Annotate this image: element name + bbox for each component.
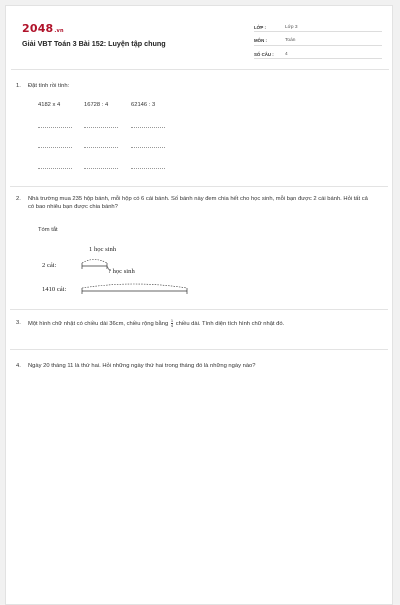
answer-line bbox=[131, 168, 165, 169]
answer-line bbox=[84, 127, 118, 128]
section-divider bbox=[10, 309, 388, 310]
question-number: 1. bbox=[16, 83, 21, 89]
question-1 bbox=[16, 82, 368, 90]
summary-label: Tóm tắt bbox=[38, 227, 58, 233]
answer-line bbox=[84, 147, 118, 148]
meta-value: 4 bbox=[285, 51, 288, 57]
fraction bbox=[171, 319, 173, 328]
question-number: 2. bbox=[16, 196, 21, 202]
fraction-denominator: 4 bbox=[170, 323, 174, 328]
question-number: 4. bbox=[16, 363, 21, 369]
calc-item: 4182 x 4 bbox=[38, 102, 61, 108]
summary-diagram bbox=[40, 246, 200, 298]
question-text: Nhà trường mua 235 hộp bánh, mỗi hộp có 6 cái bánh. Số bánh này đem chia hết cho học sinh, mỗi bạn được 2 cái bánh. Hỏi tất cả có bao nhiêu bạn được chia bánh? bbox=[28, 196, 368, 211]
logo-suffix: .vn bbox=[54, 28, 64, 34]
two-cakes-label: 2 cái: bbox=[42, 262, 57, 269]
meta-info bbox=[254, 20, 382, 61]
question-text-part-a: Một hình chữ nhật có chiều dài 36cm, chiều rộng bằng bbox=[28, 321, 169, 328]
section-divider bbox=[10, 349, 388, 350]
question-number: 3. bbox=[16, 320, 21, 326]
meta-key: MÔN : bbox=[254, 38, 267, 43]
answer-line bbox=[84, 168, 118, 169]
fraction-numerator: 1 bbox=[170, 318, 174, 323]
answer-line bbox=[38, 127, 72, 128]
site-logo[interactable] bbox=[22, 22, 64, 35]
one-student-label: 1 học sinh bbox=[89, 246, 117, 253]
calc-item: 16728 : 4 bbox=[84, 102, 109, 108]
calc-item: 62146 : 3 bbox=[131, 102, 156, 108]
header-divider bbox=[11, 69, 389, 70]
question-text bbox=[28, 319, 368, 328]
answer-line bbox=[38, 147, 72, 148]
question-students-label: ? học sinh bbox=[108, 268, 135, 275]
meta-row-subject bbox=[254, 34, 382, 46]
meta-key: SỐ CÂU : bbox=[254, 51, 274, 57]
question-text-part-b: chiều dài. Tính diện tích hình chữ nhật đó. bbox=[175, 321, 285, 328]
worksheet bbox=[5, 5, 393, 605]
answer-line bbox=[131, 127, 165, 128]
question-2 bbox=[16, 195, 368, 212]
logo-text: 2048 bbox=[22, 22, 54, 35]
question-4 bbox=[16, 362, 368, 370]
meta-value: Lớp 3 bbox=[285, 24, 298, 30]
answer-line bbox=[38, 168, 72, 169]
total-cakes-label: 1410 cái: bbox=[42, 286, 67, 293]
meta-row-count bbox=[254, 47, 382, 59]
meta-key: LỚP : bbox=[254, 24, 266, 30]
answer-line bbox=[131, 147, 165, 148]
section-divider bbox=[10, 186, 388, 187]
question-3 bbox=[16, 319, 368, 328]
question-text: Đặt tính rồi tính: bbox=[28, 83, 70, 89]
page-title: Giải VBT Toán 3 Bài 152: Luyện tập chung bbox=[22, 39, 166, 48]
question-text: Ngày 20 tháng 11 là thứ hai. Hỏi những ngày thứ hai trong tháng đó là những ngày nào? bbox=[28, 363, 256, 369]
meta-value: Toán bbox=[285, 38, 296, 43]
meta-row-class bbox=[254, 20, 382, 32]
